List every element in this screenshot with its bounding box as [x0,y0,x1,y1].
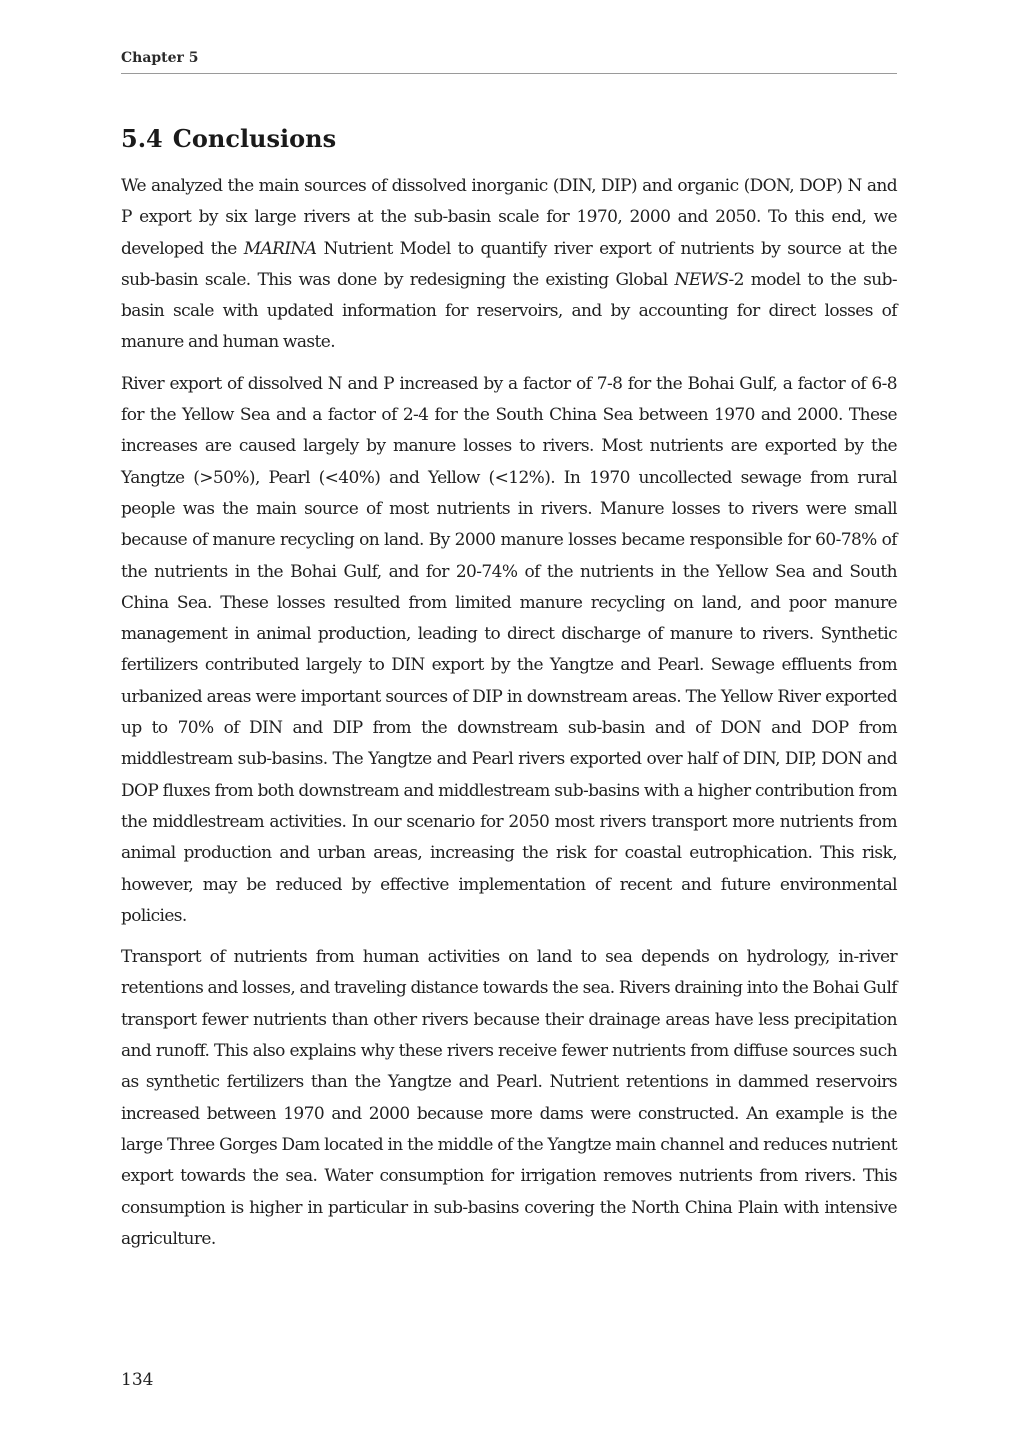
section-number: 5.4 [121,124,163,153]
paragraph-1 [121,171,897,359]
paragraph-1-text-a: We analyzed the main sources of dissolved inorganic (DIN, DIP) and organic (DON, DOP) N and P export by six large rivers at the sub-basin scale for 1970, 2000 and 2050. To this end, we developed the [121,176,897,259]
paragraph-1-text-b: Nutrient Model to quantify river export of nutrients by source at the sub-basin scale. This was done by redesigning the existing Global [121,238,897,290]
running-header [121,47,897,74]
model-name-news: NEWS [674,269,729,290]
model-name-marina: MARINA [243,238,317,259]
paragraph-2: River export of dissolved N and P increased by a factor of 7-8 for the Bohai Gulf, a factor of 6-8 for the Yellow Sea and a factor of 2-4 for the South China Sea between 1970 and 2000. These increases are caused largely by manure losses to rivers. Most nutrients are exported by the Yangtze (>50%), Pearl (<40%) and Yellow (<12%). In 1970 uncollected sewage from rural people was the main source of most nutrients in rivers. Manure losses to rivers were small because of manure recycling on land. By 2000 manure losses became responsible for 60-78% of the nutrients in the Bohai Gulf, and for 20-74% of the nutrients in the Yellow Sea and South China Sea. These losses resulted from limited manure recycling on land, and poor manure management in animal production, leading to direct discharge of manure to rivers. Synthetic fertilizers contributed largely to DIN export by the Yangtze and Pearl. Sewage effluents from urbanized areas were important sources of DIP in downstream areas. The Yellow River exported up to 70% of DIN and DIP from the downstream sub-basin and of DON and DOP from middlestream sub-basins. The Yangtze and Pearl rivers exported over half of DIN, DIP, DON and DOP fluxes from both downstream and middlestream sub-basins with a higher contribution from the middlestream activities. In our scenario for 2050 most rivers transport more nutrients from animal production and urban areas, increasing the risk for coastal eutrophication. This risk, however, may be reduced by effective implementation of recent and future environmental policies. [121,373,897,926]
paragraph-1-text-c: -2 model to the sub-basin scale with updated information for reservoirs, and by accounting for direct losses of manure and human waste. [121,269,897,353]
body-text [121,171,897,1265]
section-heading [121,122,336,156]
chapter-label: Chapter 5 [121,50,199,66]
paragraph-3: Transport of nutrients from human activities on land to sea depends on hydrology, in-river retentions and losses, and traveling distance towards the sea. Rivers draining into the Bohai Gulf transport fewer nutrients than other rivers because their drainage areas have less precipitation and runoff. This also explains why these rivers receive fewer nutrients from diffuse sources such as synthetic fertilizers than the Yangtze and Pearl. Nutrient retentions in dammed reservoirs increased between 1970 and 2000 because more dams were constructed. An example is the large Three Gorges Dam located in the middle of the Yangtze main channel and reduces nutrient export towards the sea. Water consumption for irrigation removes nutrients from rivers. This consumption is higher in particular in sub-basins covering the North China Plain with intensive agriculture. [121,947,897,1249]
section-title: Conclusions [172,124,337,153]
page-number: 134 [121,1370,154,1390]
